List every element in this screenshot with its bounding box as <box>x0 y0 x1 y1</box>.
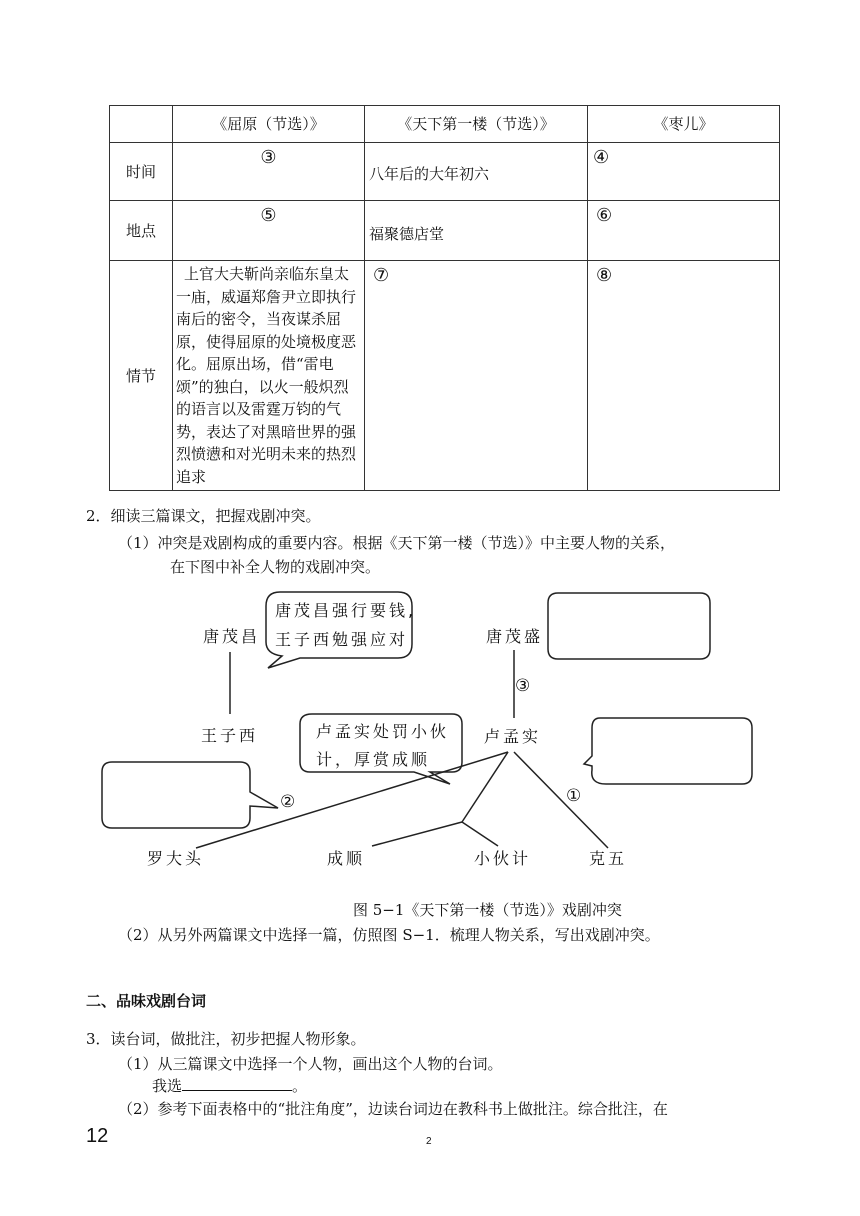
bubble1-line1: 唐茂昌强行要钱, <box>275 601 417 620</box>
name-wangzixi: 王子西 <box>201 726 259 745</box>
bubble-luodatou-empty <box>102 762 278 828</box>
q2-title: 2．细读三篇课文，把握戏剧冲突。 <box>86 507 321 525</box>
name-tangmaosheng: 唐茂盛 <box>486 627 544 646</box>
diagram-caption: 图 5−1《天下第一楼（节选）》戏剧冲突 <box>353 901 622 919</box>
name-luodatou: 罗大头 <box>147 849 205 868</box>
line-junction-chengshun <box>372 822 462 846</box>
name-lumengshi: 卢孟实 <box>484 727 542 746</box>
row-label-plot: 情节 <box>110 261 173 491</box>
cell-plot-tianxia: ⑦ <box>365 261 588 491</box>
q3-sub1: （1）从三篇课文中选择一个人物，画出这个人物的台词。 <box>118 1055 503 1073</box>
page-number-center: 2 <box>426 1136 432 1147</box>
cell-place-zaoer: ⑥ <box>588 201 780 261</box>
line-lumengshi-junction <box>462 752 508 822</box>
marker-two: ② <box>280 792 296 812</box>
page-number-left: 12 <box>86 1125 109 1147</box>
row-label-place: 地点 <box>110 201 173 261</box>
bubble-tangmaosheng-empty <box>548 593 710 659</box>
q3-fill-prefix: 我选 <box>152 1077 183 1095</box>
line-lumengshi-kewu <box>514 752 608 848</box>
table-header-quyuan: 《屈原（节选）》 <box>173 106 365 143</box>
cell-time-quyuan: ③ <box>173 143 365 201</box>
bubble-kewu-empty <box>584 718 752 784</box>
section2-heading: 二、品味戏剧台词 <box>86 992 207 1010</box>
cell-place-quyuan: ⑤ <box>173 201 365 261</box>
name-xiaohuoji: 小伙计 <box>474 849 532 868</box>
table-header-zaoer: 《枣儿》 <box>588 106 780 143</box>
marker-three: ③ <box>515 676 531 696</box>
q3-sub2: （2）参考下面表格中的“批注角度”，边读台词边在教科书上做批注。综合批注，在 <box>118 1100 668 1118</box>
table-header-tianxia: 《天下第一楼（节选）》 <box>365 106 588 143</box>
bubble2-line2: 计，厚赏成顺 <box>316 750 431 769</box>
row-label-time: 时间 <box>110 143 173 201</box>
q2-sub2: （2）从另外两篇课文中选择一篇，仿照图 S−1．梳理人物关系，写出戏剧冲突。 <box>118 926 660 944</box>
bubble2-line1: 卢孟实处罚小伙 <box>316 722 450 741</box>
cell-plot-quyuan: 上官大夫靳尚亲临东皇太一庙，威逼郑詹尹立即执行南后的密令，当夜谋杀屈原，使得屈原的处境极度恶化。屈原出场，借“雷电颂”的独白，以火一般炽烈的语言以及雷霆万钧的气势，表达了对黑暗世界的强烈愤懑和对光明未来的热烈追求 <box>173 261 365 491</box>
cell-time-zaoer: ④ <box>588 143 780 201</box>
q2-sub1-line2: 在下图中补全人物的戏剧冲突。 <box>170 558 381 576</box>
q3-fill-blank[interactable] <box>182 1076 292 1091</box>
q3-fill-line <box>152 1075 307 1097</box>
name-chengshun: 成顺 <box>327 849 366 868</box>
q3-fill-suffix: 。 <box>292 1077 308 1095</box>
bubble1-line2: 王子西勉强应对 <box>275 630 409 649</box>
name-tangmaochang: 唐茂昌 <box>203 627 261 646</box>
cell-time-tianxia: 八年后的大年初六 <box>365 143 588 201</box>
cell-place-tianxia: 福聚德店堂 <box>365 201 588 261</box>
q2-sub1-line1: （1）冲突是戏剧构成的重要内容。根据《天下第一楼（节选）》中主要人物的关系， <box>118 534 676 552</box>
line-junction-xiaohuoji <box>462 822 498 846</box>
cell-plot-zaoer: ⑧ <box>588 261 780 491</box>
q3-title: 3．读台词，做批注，初步把握人物形象。 <box>86 1030 366 1048</box>
name-kewu: 克五 <box>589 849 628 868</box>
marker-one: ① <box>566 786 582 806</box>
